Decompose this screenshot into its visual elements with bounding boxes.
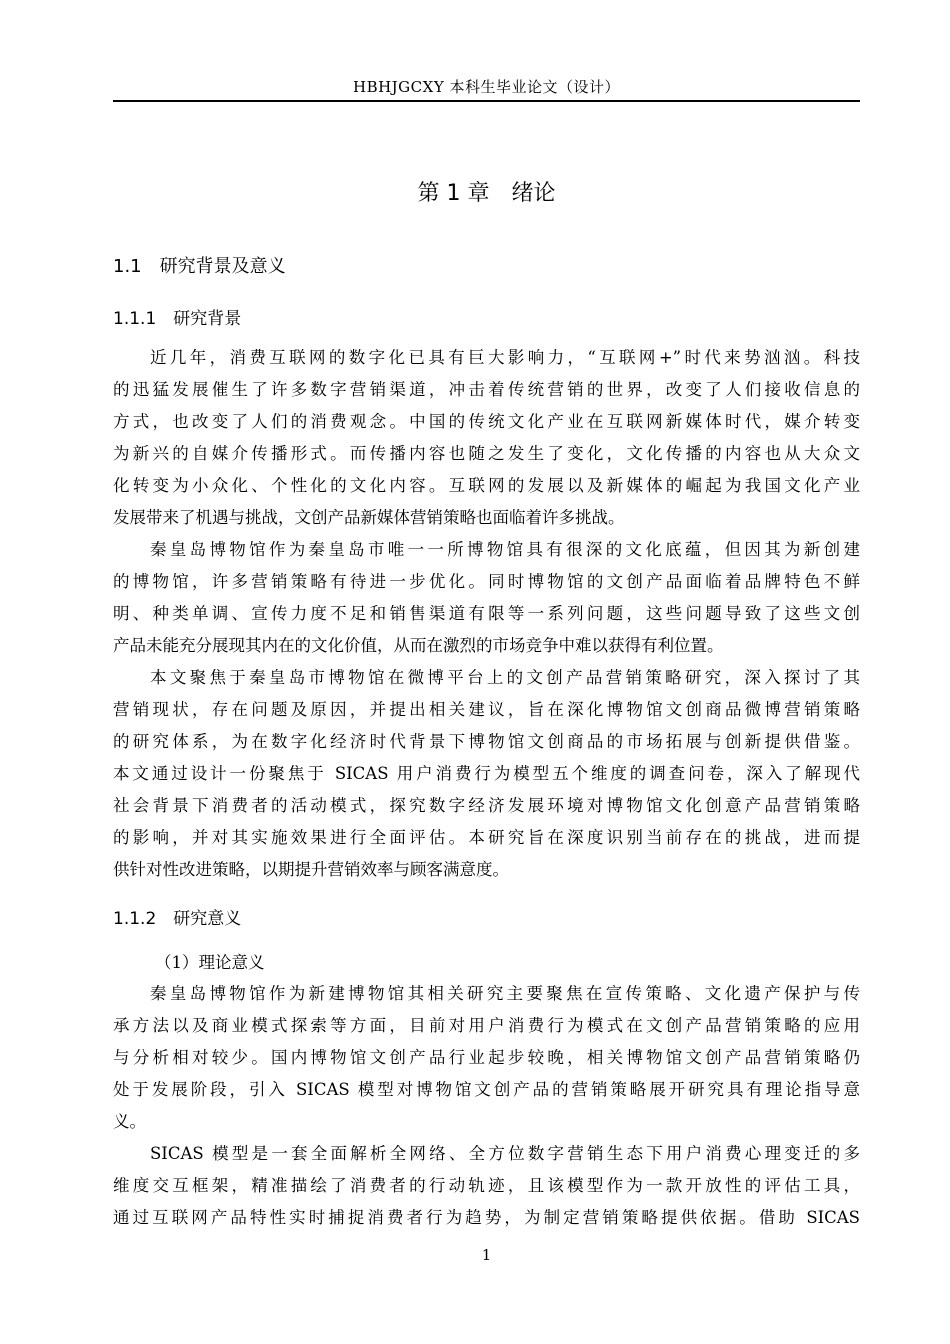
page-number: 1 <box>481 1246 492 1264</box>
body-line: 秦皇岛博物馆作为秦皇岛市唯一一所博物馆具有很深的文化底蕴，但因其为新创建 <box>150 540 860 559</box>
body-line: 近几年，消费互联网的数字化已具有巨大影响力，“互联网+”时代来势汹汹。科技 <box>150 348 860 367</box>
body-line: SICAS 模型是一套全面解析全网络、全方位数字营销生态下用户消费心理变迁的多 <box>150 1144 860 1163</box>
body-line: 的研究体系，为在数字化经济时代背景下博物馆文创商品的市场拓展与创新提供借鉴。 <box>113 732 860 751</box>
body-line: 处于发展阶段，引入 SICAS 模型对博物馆文创产品的营销策略展开研究具有理论指导意 <box>113 1080 860 1099</box>
body-line: 通过互联网产品特性实时捕捉消费者行为趋势，为制定营销策略提供依据。借助 SICAS <box>113 1208 860 1227</box>
body-line: 本文通过设计一份聚焦于 SICAS 用户消费行为模型五个维度的调查问卷，深入了解现代 <box>113 764 860 783</box>
page-header: HBHJGCXY 本科生毕业论文（设计） <box>352 78 620 96</box>
body-line: 的博物馆，许多营销策略有待进一步优化。同时博物馆的文创产品面临着品牌特色不鲜 <box>113 572 860 591</box>
body-line: 方式，也改变了人们的消费观念。中国的传统文化产业在互联网新媒体时代，媒介转变 <box>113 412 860 431</box>
body-line: 明、种类单调、宣传力度不足和销售渠道有限等一系列问题，这些问题导致了这些文创 <box>113 604 860 623</box>
body-line: 营销现状，存在问题及原因，并提出相关建议，旨在深化博物馆文创商品微博营销策略 <box>113 700 860 719</box>
body-block-background <box>113 342 860 886</box>
body-line: 承方法以及商业模式探索等方面，目前对用户消费行为模式在文创产品营销策略的应用 <box>113 1016 860 1035</box>
body-line: 义。 <box>113 1112 146 1131</box>
header-rule <box>113 100 860 102</box>
body-line: 的迅猛发展催生了许多数字营销渠道，冲击着传统营销的世界，改变了人们接收信息的 <box>113 380 860 399</box>
section-heading-1-1-2: 1.1.2 研究意义 <box>113 909 242 929</box>
body-line: 的影响，并对其实施效果进行全面评估。本研究旨在深度识别当前存在的挑战，进而提 <box>113 828 860 847</box>
body-line: 本文聚焦于秦皇岛市博物馆在微博平台上的文创产品营销策略研究，深入探讨了其 <box>150 668 860 687</box>
body-line: 秦皇岛博物馆作为新建博物馆其相关研究主要聚焦在宣传策略、文化遗产保护与传 <box>150 984 860 1003</box>
section-heading-1-1: 1.1 研究背景及意义 <box>113 256 286 277</box>
body-line: 发展带来了机遇与挑战，文创产品新媒体营销策略也面临着许多挑战。 <box>113 508 625 527</box>
body-line: 化转变为小众化、个性化的文化内容。互联网的发展以及新媒体的崛起为我国文化产业 <box>113 476 860 495</box>
body-line: 供针对性改进策略，以期提升营销效率与顾客满意度。 <box>113 860 509 879</box>
body-line: 为新兴的自媒介传播形式。而传播内容也随之发生了变化，文化传播的内容也从大众文 <box>113 444 860 463</box>
body-line: 产品未能充分展现其内在的文化价值，从而在激烈的市场竞争中难以获得有利位置。 <box>113 636 724 655</box>
body-line: 与分析相对较少。国内博物馆文创产品行业起步较晚，相关博物馆文创产品营销策略仍 <box>113 1048 860 1067</box>
chapter-title: 第 1 章 绪论 <box>417 181 556 206</box>
body-line: 维度交互框架，精准描绘了消费者的行动轨迹，且该模型作为一款开放性的评估工具， <box>113 1176 860 1195</box>
subheading-theory: （1）理论意义 <box>155 953 265 972</box>
section-heading-1-1-1: 1.1.1 研究背景 <box>113 309 242 329</box>
body-block-significance <box>113 978 860 1234</box>
body-line: 社会背景下消费者的活动模式，探究数字经济发展环境对博物馆文化创意产品营销策略 <box>113 796 860 815</box>
